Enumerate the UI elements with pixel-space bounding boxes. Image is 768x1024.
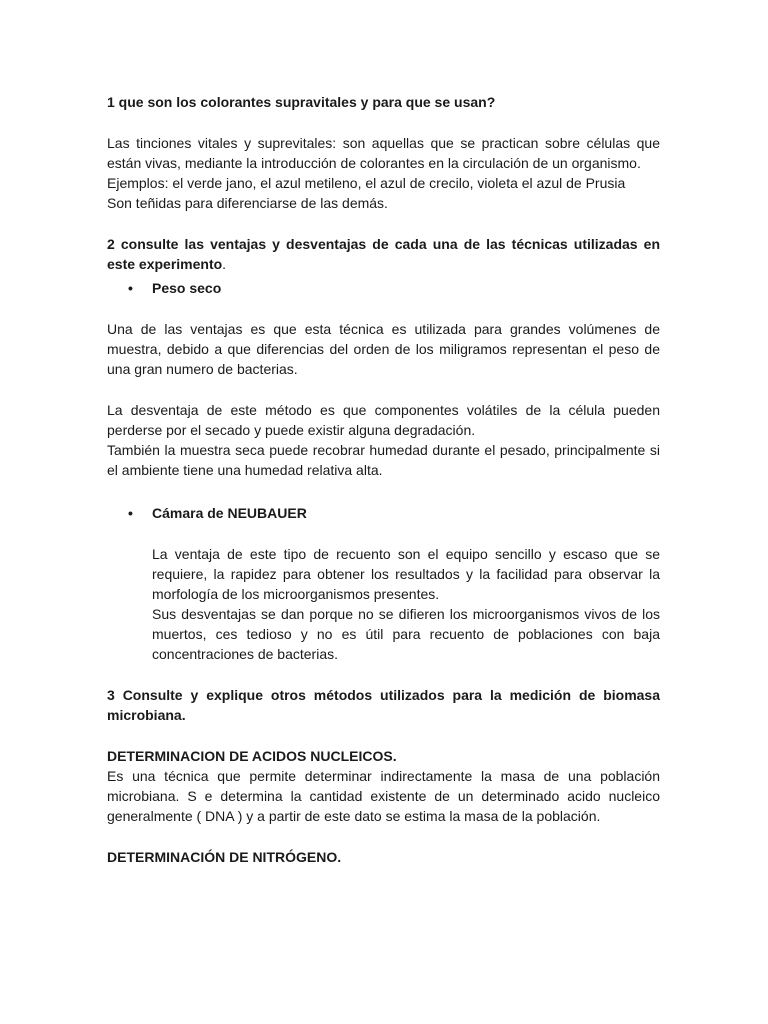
question-2-title-text: 2 consulte las ventajas y desventajas de cada una de las técnicas utilizadas en este experimento	[107, 236, 660, 272]
acidos-nucleicos-paragraph: Es una técnica que permite determinar indirectamente la masa de una población microbiana. S e determina la cantidad existente de un determinado acido nucleico generalmente ( DNA ) y a partir de este dato se estima la masa de la población.	[107, 768, 660, 824]
neubauer-paragraph-2: Sus desventajas se dan porque no se difieren los microorganismos vivos de los muertos, ces tedioso y no es útil para recuento de poblaciones con baja concentraciones de bacterias.	[152, 606, 660, 662]
bullet-label: Cámara de NEUBAUER	[152, 505, 307, 521]
question-2-title	[107, 234, 660, 274]
bullet-dot: •	[128, 505, 133, 521]
peso-seco-paragraph-3: También la muestra seca puede recobrar humedad durante el pesado, principalmente si el ambiente tiene una humedad relativa alta.	[107, 442, 660, 478]
q1-paragraph-3: Son teñidas para diferenciarse de las demás.	[107, 195, 388, 211]
bullet-dot: •	[128, 280, 133, 296]
question-3-title: 3 Consulte y explique otros métodos utilizados para la medición de biomasa microbiana.	[107, 687, 660, 723]
question-1-title: 1 que son los colorantes supravitales y para que se usan?	[107, 94, 496, 110]
section-heading-acidos-nucleicos: DETERMINACION DE ACIDOS NUCLEICOS.	[107, 748, 397, 764]
peso-seco-paragraph-1: Una de las ventajas es que esta técnica es utilizada para grandes volúmenes de muestra, debido a que diferencias del orden de los miligramos representan el peso de una gran numero de bacterias.	[107, 321, 660, 377]
neubauer-paragraph-1: La ventaja de este tipo de recuento son el equipo sencillo y escaso que se requiere, la rapidez para obtener los resultados y la facilidad para observar la morfología de los microorganismos presentes.	[152, 546, 660, 602]
bullet-peso-seco	[107, 278, 660, 298]
q1-paragraph-2: Ejemplos: el verde jano, el azul metileno, el azul de crecilo, violeta el azul de Prusia	[107, 175, 626, 191]
question-2-title-end: .	[222, 256, 227, 272]
document-page	[107, 92, 660, 867]
bullet-camara-neubauer	[107, 503, 660, 523]
bullet-label: Peso seco	[152, 280, 222, 296]
q1-paragraph-1: Las tinciones vitales y suprevitales: son aquellas que se practican sobre células que están vivas, mediante la introducción de colorantes en la circulación de un organismo.	[107, 135, 660, 171]
peso-seco-paragraph-2: La desventaja de este método es que componentes volátiles de la célula pueden perderse por el secado y puede existir alguna degradación.	[107, 402, 660, 438]
section-heading-nitrogeno: DETERMINACIÓN DE NITRÓGENO.	[107, 849, 342, 865]
